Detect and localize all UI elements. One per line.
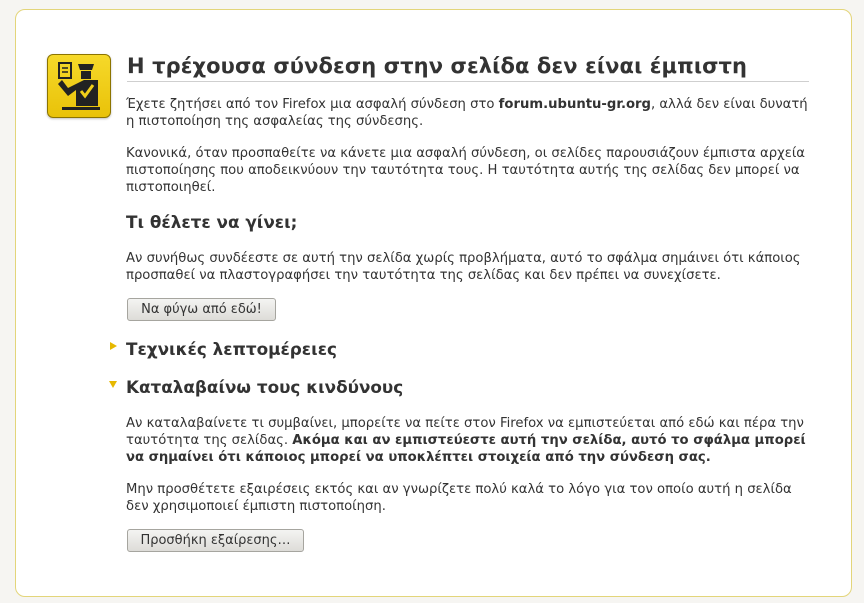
untrusted-connection-icon [47,54,111,118]
get-me-out-button[interactable]: Να φύγω από εδώ! [127,298,276,321]
triangle-right-icon [110,342,117,350]
intro-text-after: , αλλά δεν είναι δυνατή η πιστοποίηση της ασφαλείας της σύνδεσης. [126,97,808,129]
page-title: Η τρέχουσα σύνδεση στην σελίδα δεν είναι έμπιστη [127,52,809,82]
triangle-down-icon [109,381,117,388]
risks-text [126,415,816,466]
technical-details-heading[interactable]: Τεχνικές λεπτομέρειες [126,339,337,359]
what-to-do-text: Αν συνήθως συνδέεστε σε αυτή την σελίδα χωρίς προβλήματα, αυτό το σφάλμα σημάινει ότι κάποιος προσπαθεί να πλαστογραφήσει την ταυτότητα της σελίδας και δεν πρέπει να συνεχίσετε. [126,251,801,283]
intro-text-before: Έχετε ζητήσει από τον Firefox μια ασφαλή σύνδεση στο [126,97,499,112]
add-exception-button[interactable]: Προσθήκη εξαίρεσης… [127,529,304,552]
exceptions-text: Μην προσθέτετε εξαιρέσεις εκτός και αν γνωρίζετε πολύ καλά το λόγο για τον οποίο αυτή η σελίδα δεν χρησιμοποιεί έμπιστη πιστοποίηση. [126,482,792,514]
intro-text [126,96,816,130]
normal-explanation-text: Κανονικά, όταν προσπαθείτε να κάνετε μια ασφαλή σύνδεση, οι σελίδες παρουσιάζουν έμπιστα αρχεία πιστοποίησης που αποδεικνύουν την ταυτότητα τους. Η ταυτότητα αυτής της σελίδας δεν μπορεί να πιστοποιηθεί. [126,146,805,195]
risks-text-warning: Ακόμα και αν εμπιστεύεστε αυτή την σελίδα, αυτό το σφάλμα μπορεί να σημαίνει ότι κάποιος μπορεί να υποκλέπτει στοιχεία από την σύνδεση σας. [126,433,806,465]
site-host: forum.ubuntu-gr.org [498,97,651,112]
understand-risks-heading[interactable]: Καταλαβαίνω τους κινδύνους [126,377,404,397]
policeman-certificate-icon [54,60,104,112]
risks-text-plain: Αν καταλαβαίνετε τι συμβαίνει, μπορείτε να πείτε στον Firefox να εμπιστεύεται από εδώ και πέρα την ταυτότητα της σελίδας. [126,416,804,448]
what-to-do-heading: Τι θέλετε να γίνει; [126,212,298,232]
